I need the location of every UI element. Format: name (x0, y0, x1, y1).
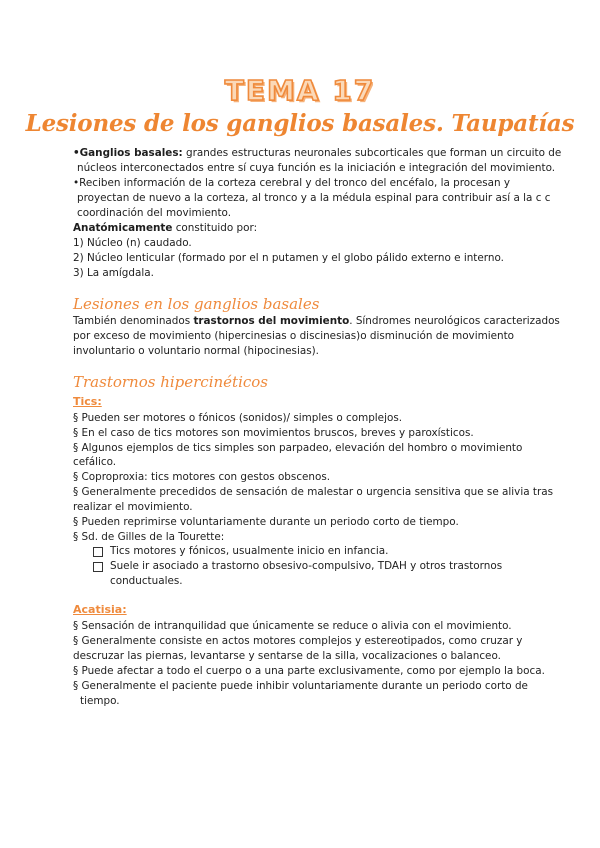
anatomy-line: Anatómicamente constituido por: (73, 222, 258, 234)
tema-title: TEMA 17 (224, 74, 376, 107)
acatisia-line: § Generalmente el paciente puede inhibir voluntariamente durante un periodo corto de (73, 680, 528, 692)
checkbox-label: Tics motores y fónicos, usualmente inicio en infancia. (110, 545, 389, 557)
checkbox-tics-motores[interactable] (93, 547, 103, 557)
acatisia-line: tiempo. (80, 695, 120, 707)
tics-line: § Pueden reprimirse voluntariamente durante un periodo corto de tiempo. (73, 516, 459, 528)
page-subtitle: Lesiones de los ganglios basales. Taupatías (25, 110, 575, 137)
list-item: 3) La amígdala. (73, 267, 154, 279)
tics-line: realizar el movimiento. (73, 501, 193, 513)
list-item: 1) Núcleo (n) caudado. (73, 237, 192, 249)
acatisia-line: § Generalmente consiste en actos motores complejos y estereotipados, como cruzar y (73, 635, 523, 647)
intro-line-4: proyectan de nuevo a la corteza, al tronco y a la médula espinal para contribuir así a la c c (77, 192, 551, 204)
acatisia-line: descruzar las piernas, levantarse y sentarse de la silla, vocalizaciones o balanceo. (73, 650, 501, 662)
tics-line: § Sd. de Gilles de la Tourette: (73, 531, 225, 543)
intro-line-5: coordinación del movimiento. (77, 207, 232, 219)
section-heading-hipercineticos: Trastornos hipercinéticos (73, 373, 268, 391)
acatisia-heading: Acatisia: (73, 603, 127, 616)
tics-heading: Tics: (73, 395, 102, 408)
intro-line-3: •Reciben información de la corteza cerebral y del tronco del encéfalo, la procesan y (73, 177, 511, 189)
tics-line: § En el caso de tics motores son movimientos bruscos, breves y paroxísticos. (73, 427, 474, 439)
acatisia-line: § Sensación de intranquilidad que únicamente se reduce o alivia con el movimiento. (73, 620, 512, 632)
lesiones-line-2: por exceso de movimiento (hipercinesias o discinesias)o disminución de movimiento (73, 330, 515, 342)
tics-line: § Pueden ser motores o fónicos (sonidos)/ simples o complejos. (73, 412, 403, 424)
acatisia-line: § Puede afectar a todo el cuerpo o a una parte exclusivamente, como por ejemplo la boca. (73, 665, 545, 677)
lesiones-line-1: También denominados trastornos del movimiento. Síndromes neurológicos caracterizados (73, 315, 560, 327)
tics-line: § Generalmente precedidos de sensación de malestar o urgencia sensitiva que se alivia tras (73, 486, 554, 498)
checkbox-label: Suele ir asociado a trastorno obsesivo-compulsivo, TDAH y otros trastornos (110, 560, 503, 572)
lesiones-line-3: involuntario o voluntario normal (hipocinesias). (73, 345, 319, 357)
tics-line: § Coproproxia: tics motores con gestos obscenos. (73, 471, 331, 483)
checkbox-label-cont: conductuales. (110, 575, 183, 587)
tics-line: § Algunos ejemplos de tics simples son parpadeo, elevación del hombro o movimiento (73, 442, 523, 454)
list-item: 2) Núcleo lenticular (formado por el n putamen y el globo pálido externo e interno. (73, 252, 504, 264)
tics-line: cefálico. (73, 456, 117, 468)
section-heading-lesiones: Lesiones en los ganglios basales (73, 295, 320, 313)
checkbox-trastorno-asociado[interactable] (93, 562, 103, 572)
intro-line-2: núcleos interconectados entre sí cuya función es la iniciación e integración del movimiento. (77, 162, 556, 174)
intro-line-1: •Ganglios basales: grandes estructuras neuronales subcorticales que forman un circuito de (73, 147, 562, 159)
